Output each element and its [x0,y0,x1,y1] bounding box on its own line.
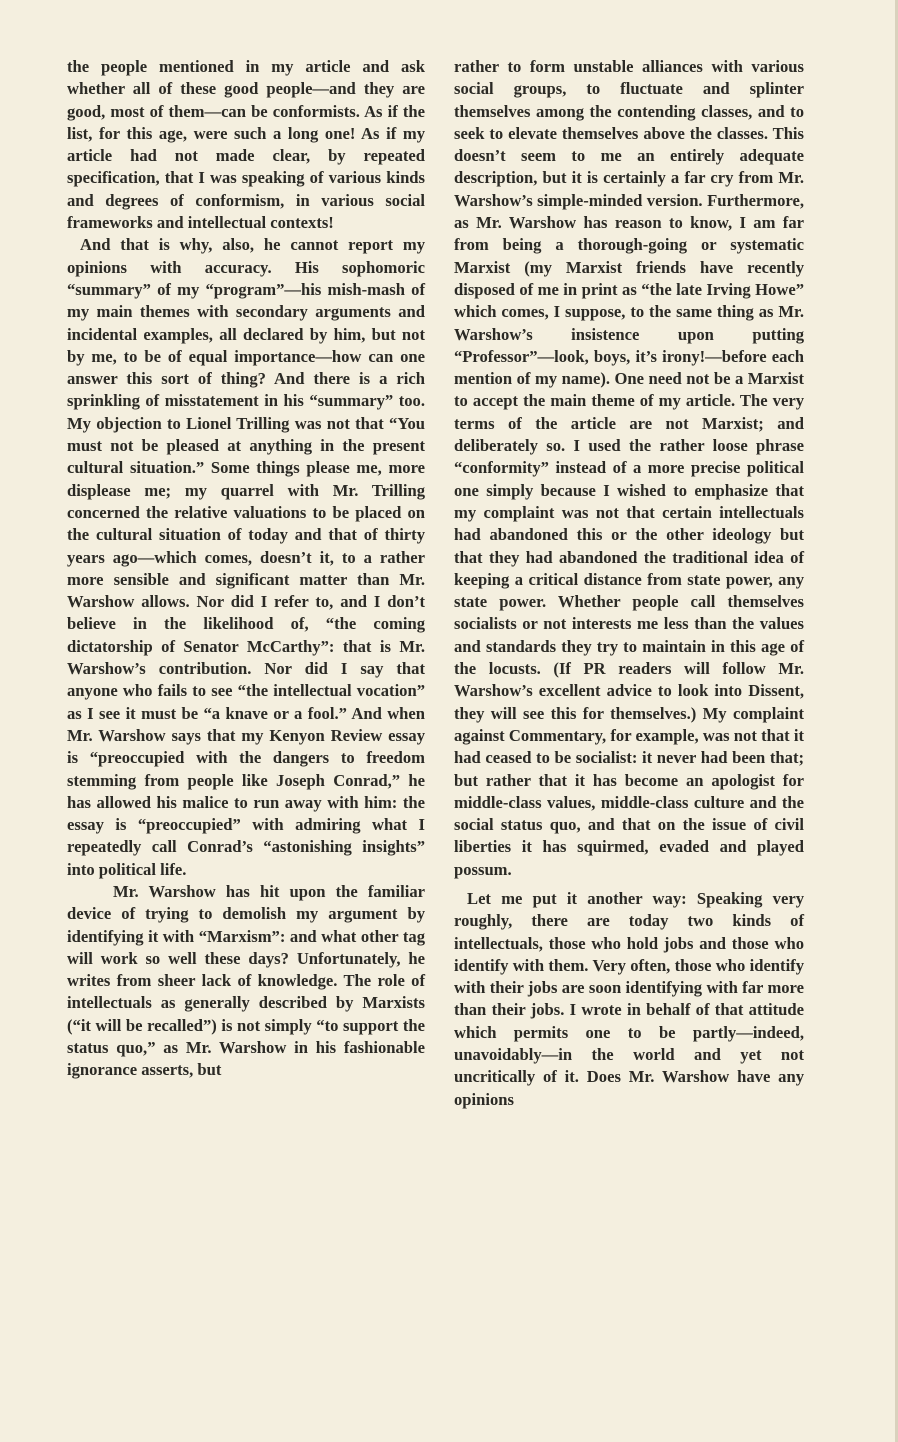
paragraph: rather to form unstable alliances with various social groups, to fluctuate and splinter themselves among the contending classes, and to seek to elevate themselves above the classes. This doesn’t seem to me an entirely adequate description, but it is certainly a far cry from Mr. Warshow’s simple-minded version. Furthermore, as Mr. Warshow has reason to know, I am far from being a thorough-going or systematic Marxist (my Marxist friends have recently disposed of me in print as “the late Irving Howe” which comes, I suppose, to the same thing as Mr. Warshow’s insistence upon putting “Professor”—look, boys, it’s irony!—before each mention of my name). One need not be a Marxist to accept the main theme of my article. The very terms of the article are not Marxist; and deliberately so. I used the rather loose phrase “conformity” instead of a more precise political one simply because I wished to emphasize that my complaint was not that certain intellectuals had abandoned this or the other ideology but that they had abandoned the traditional idea of keeping a critical distance from state power, any state power. Whether people call themselves socialists or not interests me less than the values and standards they try to maintain in this age of the locusts. (If PR readers will follow Mr. Warshow’s excellent advice to look into Dissent, they will see this for themselves.) My complaint against Commentary, for example, was not that it had ceased to be socialist: it never had been that; but rather that it has become an apologist for middle-class values, middle-class culture and the social status quo, and that on the issue of civil liberties it has squirmed, evaded and played possum. [454,57,804,879]
left-column [67,56,425,1082]
paragraph: And that is why, also, he cannot report my opinions with accuracy. His sophomoric “summary” of my “program”—his mish-mash of my main themes with secondary arguments and incidental examples, all declared by him, but not by me, to be of equal importance—how can one answer this sort of thing? And there is a rich sprinkling of misstatement in his “summary” too. My objection to Lionel Trilling was not that “You must not be pleased at anything in the present cultural situation.” Some things please me, more displease me; my quarrel with Mr. Trilling concerned the relative valuations to be placed on the cultural situation of today and that of thirty years ago—which comes, doesn’t it, to a rather more sensible and significant matter than Mr. Warshow allows. Nor did I refer to, and I don’t believe in the likelihood of, “the coming dictatorship of Senator McCarthy”: that is Mr. Warshow’s contribution. Nor did I say that anyone who fails to see “the intellectual vocation” as I see it must be “a knave or a fool.” And when Mr. Warshow says that my Kenyon Review essay is “preoccupied with the dangers to freedom stemming from people like Joseph Conrad,” he has allowed his malice to run away with him: the essay is “preoccupied” with admiring what I repeatedly call Conrad’s “astonishing insights” into political life. [67,235,425,879]
paragraph: Mr. Warshow has hit upon the familiar device of trying to demolish my argument by identifying it with “Marxism”: and what other tag will work so well these days? Unfortunately, he writes from sheer lack of knowledge. The role of intellectuals as generally described by Marxists (“it will be recalled”) is not simply “to support the status quo,” as Mr. Warshow in his fashionable ignorance asserts, but [67,881,425,1080]
paragraph: the people mentioned in my article and ask whether all of these good people—and they are good, most of them—can be conformists. As if the list, for this age, were such a long one! As if my article had not made clear, by repeated specification, that I was speaking of various kinds and degrees of conformism, in various social frameworks and intellectual contexts! [67,57,425,233]
paragraph: Let me put it another way: Speaking very roughly, there are today two kinds of intellectuals, those who hold jobs and those who identify with them. Very often, those who identify with their jobs are soon identifying with far more than their jobs. I wrote in behalf of that attitude which permits one to be partly—indeed, unavoidably—in the world and yet not uncritically of it. Does Mr. Warshow have any opinions [454,888,804,1109]
right-column [454,56,804,1111]
